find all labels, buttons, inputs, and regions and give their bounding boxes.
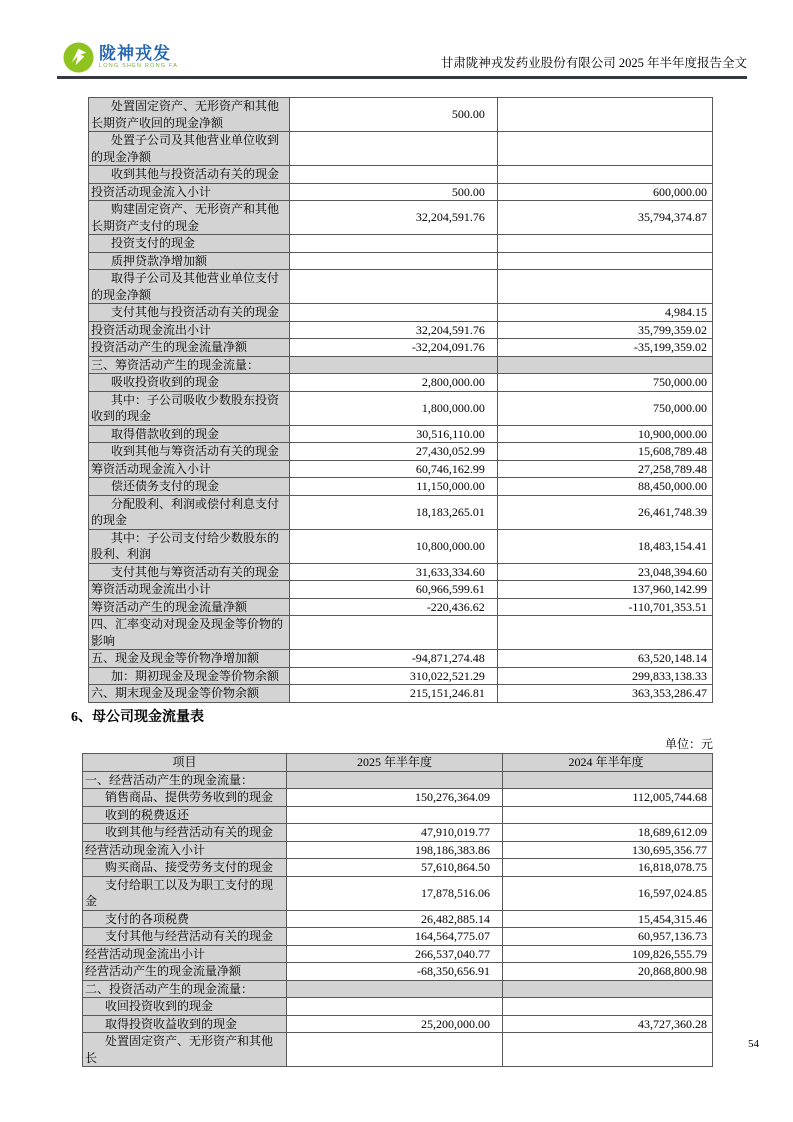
- value-cell-2024: 363,353,286.47: [497, 685, 712, 703]
- value-cell-2025: 500.00: [289, 183, 497, 201]
- item-label-cell: 处置固定资产、无形资产和其他长: [83, 1033, 287, 1067]
- table-row: [83, 859, 713, 877]
- section-row: [89, 356, 713, 374]
- item-label-cell: 质押贷款净增加额: [89, 252, 290, 270]
- value-cell-2025: 215,151,246.81: [289, 685, 497, 703]
- value-cell-2024: 15,454,315.46: [503, 910, 713, 928]
- table-row: [83, 928, 713, 946]
- unit-label: 单位：元: [664, 737, 713, 751]
- item-label-cell: 取得子公司及其他营业单位支付的现金净额: [89, 270, 290, 304]
- value-cell-2024: [497, 252, 712, 270]
- value-cell-2025: 25,200,000.00: [287, 1015, 503, 1033]
- parent-cash-flow-table: [82, 753, 713, 1067]
- logo-icon: [63, 42, 94, 73]
- item-label-cell: 支付的各项税费: [83, 910, 287, 928]
- value-cell-2025: 266,537,040.77: [287, 945, 503, 963]
- section-row: [83, 771, 713, 789]
- table-row: [89, 391, 713, 425]
- item-label-cell: 二、投资活动产生的现金流量：: [83, 980, 287, 998]
- item-label-cell: 收回投资收到的现金: [83, 998, 287, 1016]
- value-cell-2025: [289, 270, 497, 304]
- value-cell-2024: [503, 771, 713, 789]
- consolidated-cash-flow-table-wrapper: [88, 97, 713, 703]
- item-label-cell: 一、经营活动产生的现金流量：: [83, 771, 287, 789]
- value-cell-2024: [503, 998, 713, 1016]
- table-row: [89, 495, 713, 529]
- value-cell-2025: 32,204,591.76: [289, 201, 497, 235]
- value-cell-2024: -35,199,359.02: [497, 339, 712, 357]
- value-cell-2024: 16,597,024.85: [503, 876, 713, 910]
- value-cell-2024: 88,450,000.00: [497, 478, 712, 496]
- value-cell-2024: [497, 356, 712, 374]
- item-label-cell: 销售商品、提供劳务收到的现金: [83, 789, 287, 807]
- value-cell-2025: -220,436.62: [289, 598, 497, 616]
- table-row: [89, 563, 713, 581]
- value-cell-2025: [289, 356, 497, 374]
- table-header-row: [83, 754, 713, 772]
- value-cell-2024: 20,868,800.98: [503, 963, 713, 981]
- section-heading: 6、母公司现金流量表: [71, 710, 204, 725]
- item-label-cell: 其中：子公司支付给少数股东的股利、利润: [89, 529, 290, 563]
- value-cell-2024: [497, 166, 712, 184]
- value-cell-2024: [503, 1033, 713, 1067]
- item-label-cell: 投资支付的现金: [89, 235, 290, 253]
- value-cell-2024: 63,520,148.14: [497, 650, 712, 668]
- value-cell-2025: 47,910,019.77: [287, 824, 503, 842]
- table-row: [83, 1015, 713, 1033]
- table-row: [89, 183, 713, 201]
- value-cell-2024: [497, 235, 712, 253]
- table-row: [89, 650, 713, 668]
- value-cell-2024: -110,701,353.51: [497, 598, 712, 616]
- value-cell-2024: 35,794,374.87: [497, 201, 712, 235]
- value-cell-2025: [287, 771, 503, 789]
- report-header-title: 甘肃陇神戎发药业股份有限公司 2025 年半年度报告全文: [440, 56, 747, 70]
- item-label-cell: 五、现金及现金等价物净增加额: [89, 650, 290, 668]
- column-header-2024: 2024 年半年度: [503, 754, 713, 772]
- item-label-cell: 分配股利、利润或偿付利息支付的现金: [89, 495, 290, 529]
- company-logo: [63, 42, 178, 76]
- item-label-cell: 处置子公司及其他营业单位收到的现金净额: [89, 132, 290, 166]
- value-cell-2024: [497, 132, 712, 166]
- item-label-cell: 收到其他与筹资活动有关的现金: [89, 443, 290, 461]
- value-cell-2024: 16,818,078.75: [503, 859, 713, 877]
- value-cell-2024: 600,000.00: [497, 183, 712, 201]
- table-row: [89, 616, 713, 650]
- item-label-cell: 投资活动现金流入小计: [89, 183, 290, 201]
- value-cell-2024: 18,689,612.09: [503, 824, 713, 842]
- value-cell-2025: -68,350,656.91: [287, 963, 503, 981]
- value-cell-2024: 112,005,744.68: [503, 789, 713, 807]
- table-row: [89, 443, 713, 461]
- table-row: [83, 910, 713, 928]
- value-cell-2025: 1,800,000.00: [289, 391, 497, 425]
- table-row: [83, 806, 713, 824]
- section-row: [83, 980, 713, 998]
- value-cell-2025: -32,204,091.76: [289, 339, 497, 357]
- value-cell-2025: 198,186,383.86: [287, 841, 503, 859]
- item-label-cell: 其中：子公司吸收少数股东投资收到的现金: [89, 391, 290, 425]
- value-cell-2024: [497, 616, 712, 650]
- value-cell-2025: [289, 616, 497, 650]
- value-cell-2024: 750,000.00: [497, 374, 712, 392]
- item-label-cell: 经营活动现金流入小计: [83, 841, 287, 859]
- table-row: [89, 478, 713, 496]
- value-cell-2025: 164,564,775.07: [287, 928, 503, 946]
- table-row: [83, 789, 713, 807]
- item-label-cell: 处置固定资产、无形资产和其他长期资产收回的现金净额: [89, 98, 290, 132]
- value-cell-2025: 18,183,265.01: [289, 495, 497, 529]
- item-label-cell: 取得投资收益收到的现金: [83, 1015, 287, 1033]
- value-cell-2025: 30,516,110.00: [289, 425, 497, 443]
- value-cell-2025: [289, 304, 497, 322]
- value-cell-2024: 299,833,138.33: [497, 667, 712, 685]
- value-cell-2025: 60,966,599.61: [289, 581, 497, 599]
- value-cell-2025: 500.00: [289, 98, 497, 132]
- item-label-cell: 经营活动产生的现金流量净额: [83, 963, 287, 981]
- item-label-cell: 购建固定资产、无形资产和其他长期资产支付的现金: [89, 201, 290, 235]
- table-row: [89, 581, 713, 599]
- table-row: [89, 98, 713, 132]
- item-label-cell: 筹资活动产生的现金流量净额: [89, 598, 290, 616]
- table-row: [89, 235, 713, 253]
- item-label-cell: 筹资活动现金流出小计: [89, 581, 290, 599]
- value-cell-2025: [287, 980, 503, 998]
- value-cell-2024: 137,960,142.99: [497, 581, 712, 599]
- value-cell-2025: 27,430,052.99: [289, 443, 497, 461]
- value-cell-2025: 310,022,521.29: [289, 667, 497, 685]
- page-header: [57, 42, 747, 79]
- item-label-cell: 收到其他与投资活动有关的现金: [89, 166, 290, 184]
- value-cell-2025: 17,878,516.06: [287, 876, 503, 910]
- item-label-cell: 经营活动现金流出小计: [83, 945, 287, 963]
- table-row: [89, 667, 713, 685]
- table-row: [89, 201, 713, 235]
- table-row: [83, 963, 713, 981]
- item-label-cell: 投资活动现金流出小计: [89, 321, 290, 339]
- column-header-2025: 2025 年半年度: [287, 754, 503, 772]
- item-label-cell: 收到的税费返还: [83, 806, 287, 824]
- value-cell-2025: 10,800,000.00: [289, 529, 497, 563]
- value-cell-2024: 35,799,359.02: [497, 321, 712, 339]
- value-cell-2024: 43,727,360.28: [503, 1015, 713, 1033]
- item-label-cell: 支付给职工以及为职工支付的现金: [83, 876, 287, 910]
- value-cell-2024: 26,461,748.39: [497, 495, 712, 529]
- table-row: [89, 132, 713, 166]
- item-label-cell: 六、期末现金及现金等价物余额: [89, 685, 290, 703]
- table-row: [83, 998, 713, 1016]
- value-cell-2024: 10,900,000.00: [497, 425, 712, 443]
- item-label-cell: 支付其他与经营活动有关的现金: [83, 928, 287, 946]
- logo-company-name-en: LONG SHEN RONG FA: [99, 63, 179, 70]
- table-row: [89, 685, 713, 703]
- value-cell-2024: [497, 270, 712, 304]
- item-label-cell: 筹资活动现金流入小计: [89, 460, 290, 478]
- value-cell-2025: [289, 132, 497, 166]
- value-cell-2024: 4,984.15: [497, 304, 712, 322]
- item-label-cell: 投资活动产生的现金流量净额: [89, 339, 290, 357]
- value-cell-2025: 150,276,364.09: [287, 789, 503, 807]
- item-label-cell: 支付其他与投资活动有关的现金: [89, 304, 290, 322]
- value-cell-2025: 26,482,885.14: [287, 910, 503, 928]
- value-cell-2025: [289, 166, 497, 184]
- value-cell-2024: 23,048,394.60: [497, 563, 712, 581]
- table-row: [89, 166, 713, 184]
- value-cell-2024: [503, 806, 713, 824]
- item-label-cell: 取得借款收到的现金: [89, 425, 290, 443]
- table-row: [89, 425, 713, 443]
- value-cell-2025: 11,150,000.00: [289, 478, 497, 496]
- value-cell-2025: [289, 235, 497, 253]
- item-label-cell: 四、汇率变动对现金及现金等价物的影响: [89, 616, 290, 650]
- value-cell-2024: [503, 980, 713, 998]
- value-cell-2024: 750,000.00: [497, 391, 712, 425]
- table-row: [89, 460, 713, 478]
- item-label-cell: 吸收投资收到的现金: [89, 374, 290, 392]
- item-label-cell: 收到其他与经营活动有关的现金: [83, 824, 287, 842]
- item-label-cell: 加：期初现金及现金等价物余额: [89, 667, 290, 685]
- item-label-cell: 偿还债务支付的现金: [89, 478, 290, 496]
- value-cell-2025: [287, 998, 503, 1016]
- value-cell-2025: 57,610,864.50: [287, 859, 503, 877]
- table-row: [89, 374, 713, 392]
- item-label-cell: 购买商品、接受劳务支付的现金: [83, 859, 287, 877]
- table-row: [83, 945, 713, 963]
- value-cell-2025: 32,204,591.76: [289, 321, 497, 339]
- value-cell-2024: 130,695,356.77: [503, 841, 713, 859]
- table-row: [89, 598, 713, 616]
- value-cell-2025: 31,633,334.60: [289, 563, 497, 581]
- table-row: [83, 841, 713, 859]
- item-label-cell: 三、筹资活动产生的现金流量：: [89, 356, 290, 374]
- value-cell-2025: 2,800,000.00: [289, 374, 497, 392]
- table-row: [89, 321, 713, 339]
- value-cell-2025: [287, 1033, 503, 1067]
- table-row: [89, 252, 713, 270]
- table-row: [89, 339, 713, 357]
- table-row: [89, 529, 713, 563]
- table-row: [89, 270, 713, 304]
- logo-company-name: 陇神戎发: [99, 44, 171, 64]
- table-row: [83, 876, 713, 910]
- value-cell-2025: 60,746,162.99: [289, 460, 497, 478]
- parent-cash-flow-table-wrapper: [82, 737, 713, 1067]
- value-cell-2024: 27,258,789.48: [497, 460, 712, 478]
- table-row: [83, 824, 713, 842]
- consolidated-cash-flow-table-continued: [88, 97, 713, 703]
- value-cell-2024: 18,483,154.41: [497, 529, 712, 563]
- value-cell-2024: 109,826,555.79: [503, 945, 713, 963]
- item-label-cell: 支付其他与筹资活动有关的现金: [89, 563, 290, 581]
- value-cell-2024: 15,608,789.48: [497, 443, 712, 461]
- value-cell-2025: -94,871,274.48: [289, 650, 497, 668]
- page-number: 54: [748, 1038, 759, 1050]
- value-cell-2025: [289, 252, 497, 270]
- column-header-item: 项目: [83, 754, 287, 772]
- table-row: [83, 1033, 713, 1067]
- value-cell-2025: [287, 806, 503, 824]
- value-cell-2024: [497, 98, 712, 132]
- table-row: [89, 304, 713, 322]
- value-cell-2024: 60,957,136.73: [503, 928, 713, 946]
